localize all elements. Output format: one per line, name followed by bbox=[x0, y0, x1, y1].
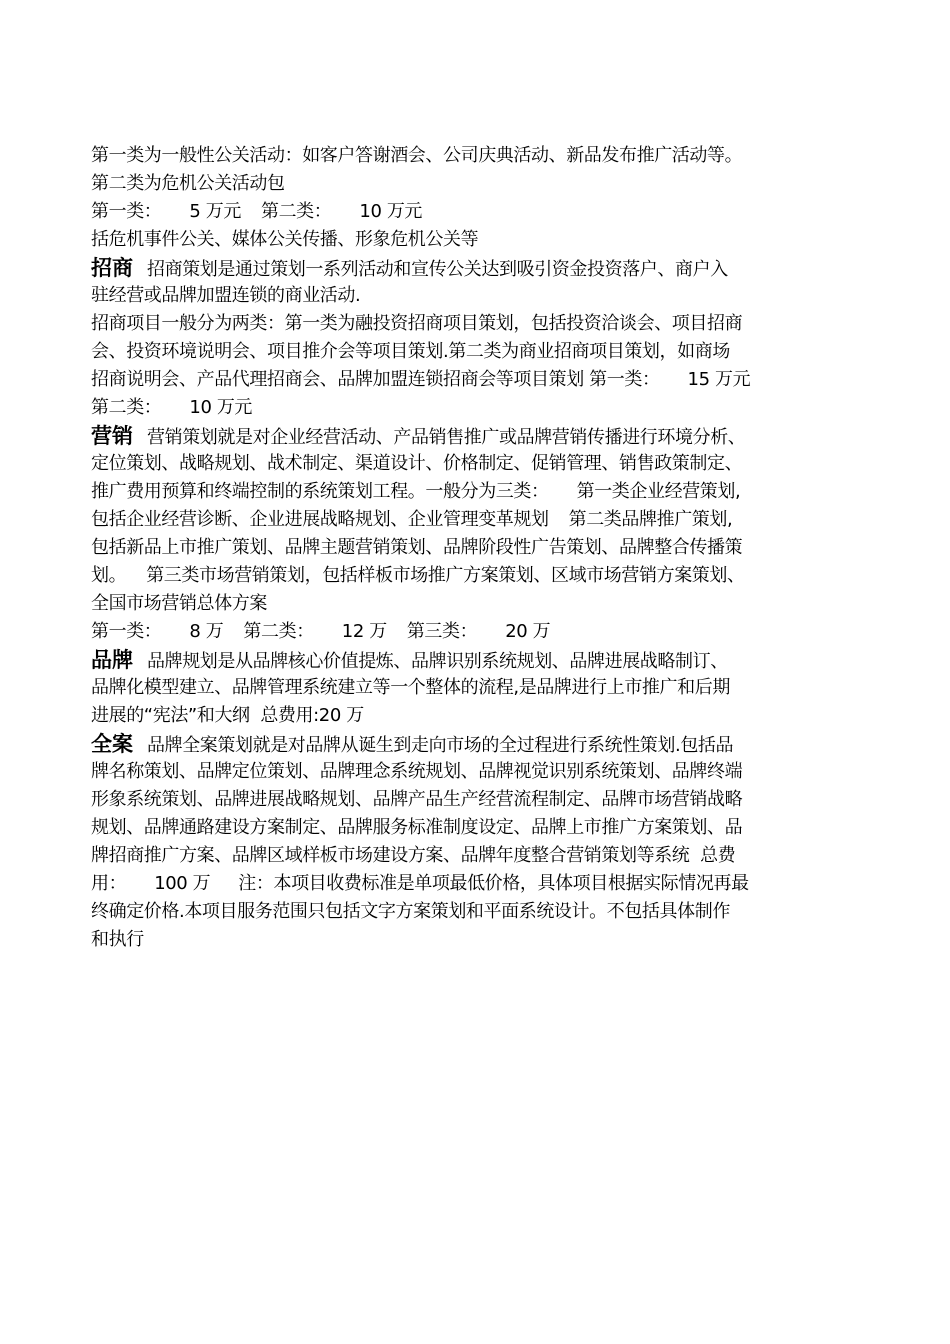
yingxiao-fee2-label: 第二类： bbox=[243, 621, 314, 642]
zhaoshang-fee2-label: 第二类： bbox=[91, 397, 162, 418]
quanan-line-2: 牌名称策划、品牌定位策划、品牌理念系统规划、品牌视觉识别系统策划、品牌终端 bbox=[91, 761, 743, 782]
yingxiao-text-3a: 推广费用预算和终端控制的系统策划工程。一般分为三类： bbox=[91, 481, 549, 502]
yingxiao-line-4 bbox=[91, 506, 861, 534]
yingxiao-text-6a: 划。 bbox=[91, 565, 127, 586]
yingxiao-text-6b: 第三类市场营销策划，包括样板市场推广方案策划、区域市场营销方案策划、 bbox=[146, 565, 745, 586]
zhaoshang-fee-line bbox=[91, 394, 861, 422]
quanan-text-5a: 牌招商推广方案、品牌区域样板市场建设方案、品牌年度整合营销策划等系统 bbox=[91, 845, 690, 866]
quanan-text-1: 品牌全案策划就是对品牌从诞生到走向市场的全过程进行系统性策划.包括品 bbox=[147, 735, 734, 756]
yingxiao-text-4b: 第二类品牌推广策划, bbox=[568, 509, 733, 530]
zhaoshang-line-3: 招商项目一般分为两类：第一类为融投资招商项目策划，包括投资洽谈会、项目招商 bbox=[91, 313, 743, 334]
quanan-line-5 bbox=[91, 842, 861, 870]
pinpai-text-3: 进展的“宪法”和大纲 bbox=[91, 705, 250, 726]
quanan-line-7: 终确定价格.本项目服务范围只包括文字方案策划和平面系统设计。不包括具体制作 bbox=[91, 901, 730, 922]
yingxiao-line-7: 全国市场营销总体方案 bbox=[91, 593, 267, 614]
pinpai-line-1 bbox=[91, 646, 861, 674]
pinpai-fee: 总费用:20 万 bbox=[260, 705, 364, 726]
zhaoshang-text-1: 招商策划是通过策划一系列活动和宣传公关达到吸引资金投资落户、商户入 bbox=[147, 259, 728, 280]
document-body bbox=[91, 142, 861, 954]
yingxiao-heading: 营销 bbox=[91, 424, 133, 448]
yingxiao-fee3-label: 第三类： bbox=[406, 621, 478, 642]
quanan-text-5b: 总费 bbox=[700, 845, 736, 866]
zhaoshang-line-2: 驻经营或品牌加盟连锁的商业活动. bbox=[91, 285, 361, 306]
pr-fee1-label: 第一类： bbox=[91, 201, 162, 222]
pr-line-4: 括危机事件公关、媒体公关传播、形象危机公关等 bbox=[91, 229, 479, 250]
pinpai-heading: 品牌 bbox=[91, 648, 133, 672]
yingxiao-line-3 bbox=[91, 478, 861, 506]
quanan-heading: 全案 bbox=[91, 732, 133, 756]
quanan-line-3: 形象系统策划、品牌进展战略规划、品牌产品生产经营流程制定、品牌市场营销战略 bbox=[91, 789, 743, 810]
yingxiao-text-4a: 包括企业经营诊断、企业进展战略规划、企业管理变革规划 bbox=[91, 509, 549, 530]
pinpai-text-1: 品牌规划是从品牌核心价值提炼、品牌识别系统规划、品牌进展战略制订、 bbox=[147, 651, 728, 672]
yingxiao-text-1: 营销策划就是对企业经营活动、产品销售推广或品牌营销传播进行环境分析、 bbox=[147, 427, 746, 448]
zhaoshang-line-1 bbox=[91, 254, 861, 282]
quanan-text-6a: 用： bbox=[91, 873, 127, 894]
pr-line-1: 第一类为一般性公关活动：如客户答谢酒会、公司庆典活动、新品发布推广活动等。 bbox=[91, 145, 743, 166]
pinpai-line-3 bbox=[91, 702, 861, 730]
yingxiao-line-6 bbox=[91, 562, 861, 590]
quanan-line-8: 和执行 bbox=[91, 929, 144, 950]
pinpai-line-2: 品牌化模型建立、品牌管理系统建立等一个整体的流程,是品牌进行上市推广和后期 bbox=[91, 677, 730, 698]
yingxiao-fee1-value: 8 万 bbox=[189, 621, 224, 642]
pr-fee2-value: 10 万元 bbox=[359, 201, 423, 222]
zhaoshang-fee1-label: 第一类： bbox=[589, 369, 660, 390]
yingxiao-line-2: 定位策划、战略规划、战术制定、渠道设计、价格制定、促销管理、销售政策制定、 bbox=[91, 453, 743, 474]
yingxiao-fee3-value: 20 万 bbox=[505, 621, 551, 642]
pr-line-2: 第二类为危机公关活动包 bbox=[91, 173, 285, 194]
quanan-line-6 bbox=[91, 870, 861, 898]
pr-fee-line bbox=[91, 198, 861, 226]
quanan-line-1 bbox=[91, 730, 861, 758]
yingxiao-line-5: 包括新品上市推广策划、品牌主题营销策划、品牌阶段性广告策划、品牌整合传播策 bbox=[91, 537, 743, 558]
pr-fee1-value: 5 万元 bbox=[189, 201, 241, 222]
yingxiao-fee2-value: 12 万 bbox=[341, 621, 387, 642]
yingxiao-fee-line bbox=[91, 618, 861, 646]
quanan-line-4: 规划、品牌通路建设方案制定、品牌服务标准制度设定、品牌上市推广方案策划、品 bbox=[91, 817, 743, 838]
quanan-note: 注：本项目收费标准是单项最低价格，具体项目根据实际情况再最 bbox=[238, 873, 749, 894]
yingxiao-line-1 bbox=[91, 422, 861, 450]
yingxiao-text-3b: 第一类企业经营策划, bbox=[576, 481, 741, 502]
quanan-fee-value: 100 万 bbox=[154, 873, 211, 894]
pr-fee2-label: 第二类： bbox=[260, 201, 332, 222]
zhaoshang-fee2-value: 10 万元 bbox=[189, 397, 253, 418]
zhaoshang-text-5: 招商说明会、产品代理招商会、品牌加盟连锁招商会等项目策划 bbox=[91, 369, 584, 390]
zhaoshang-line-4: 会、投资环境说明会、项目推介会等项目策划.第二类为商业招商项目策划，如商场 bbox=[91, 341, 730, 362]
zhaoshang-line-5 bbox=[91, 366, 861, 394]
yingxiao-fee1-label: 第一类： bbox=[91, 621, 162, 642]
zhaoshang-heading: 招商 bbox=[91, 256, 133, 280]
zhaoshang-fee1-value: 15 万元 bbox=[687, 369, 751, 390]
